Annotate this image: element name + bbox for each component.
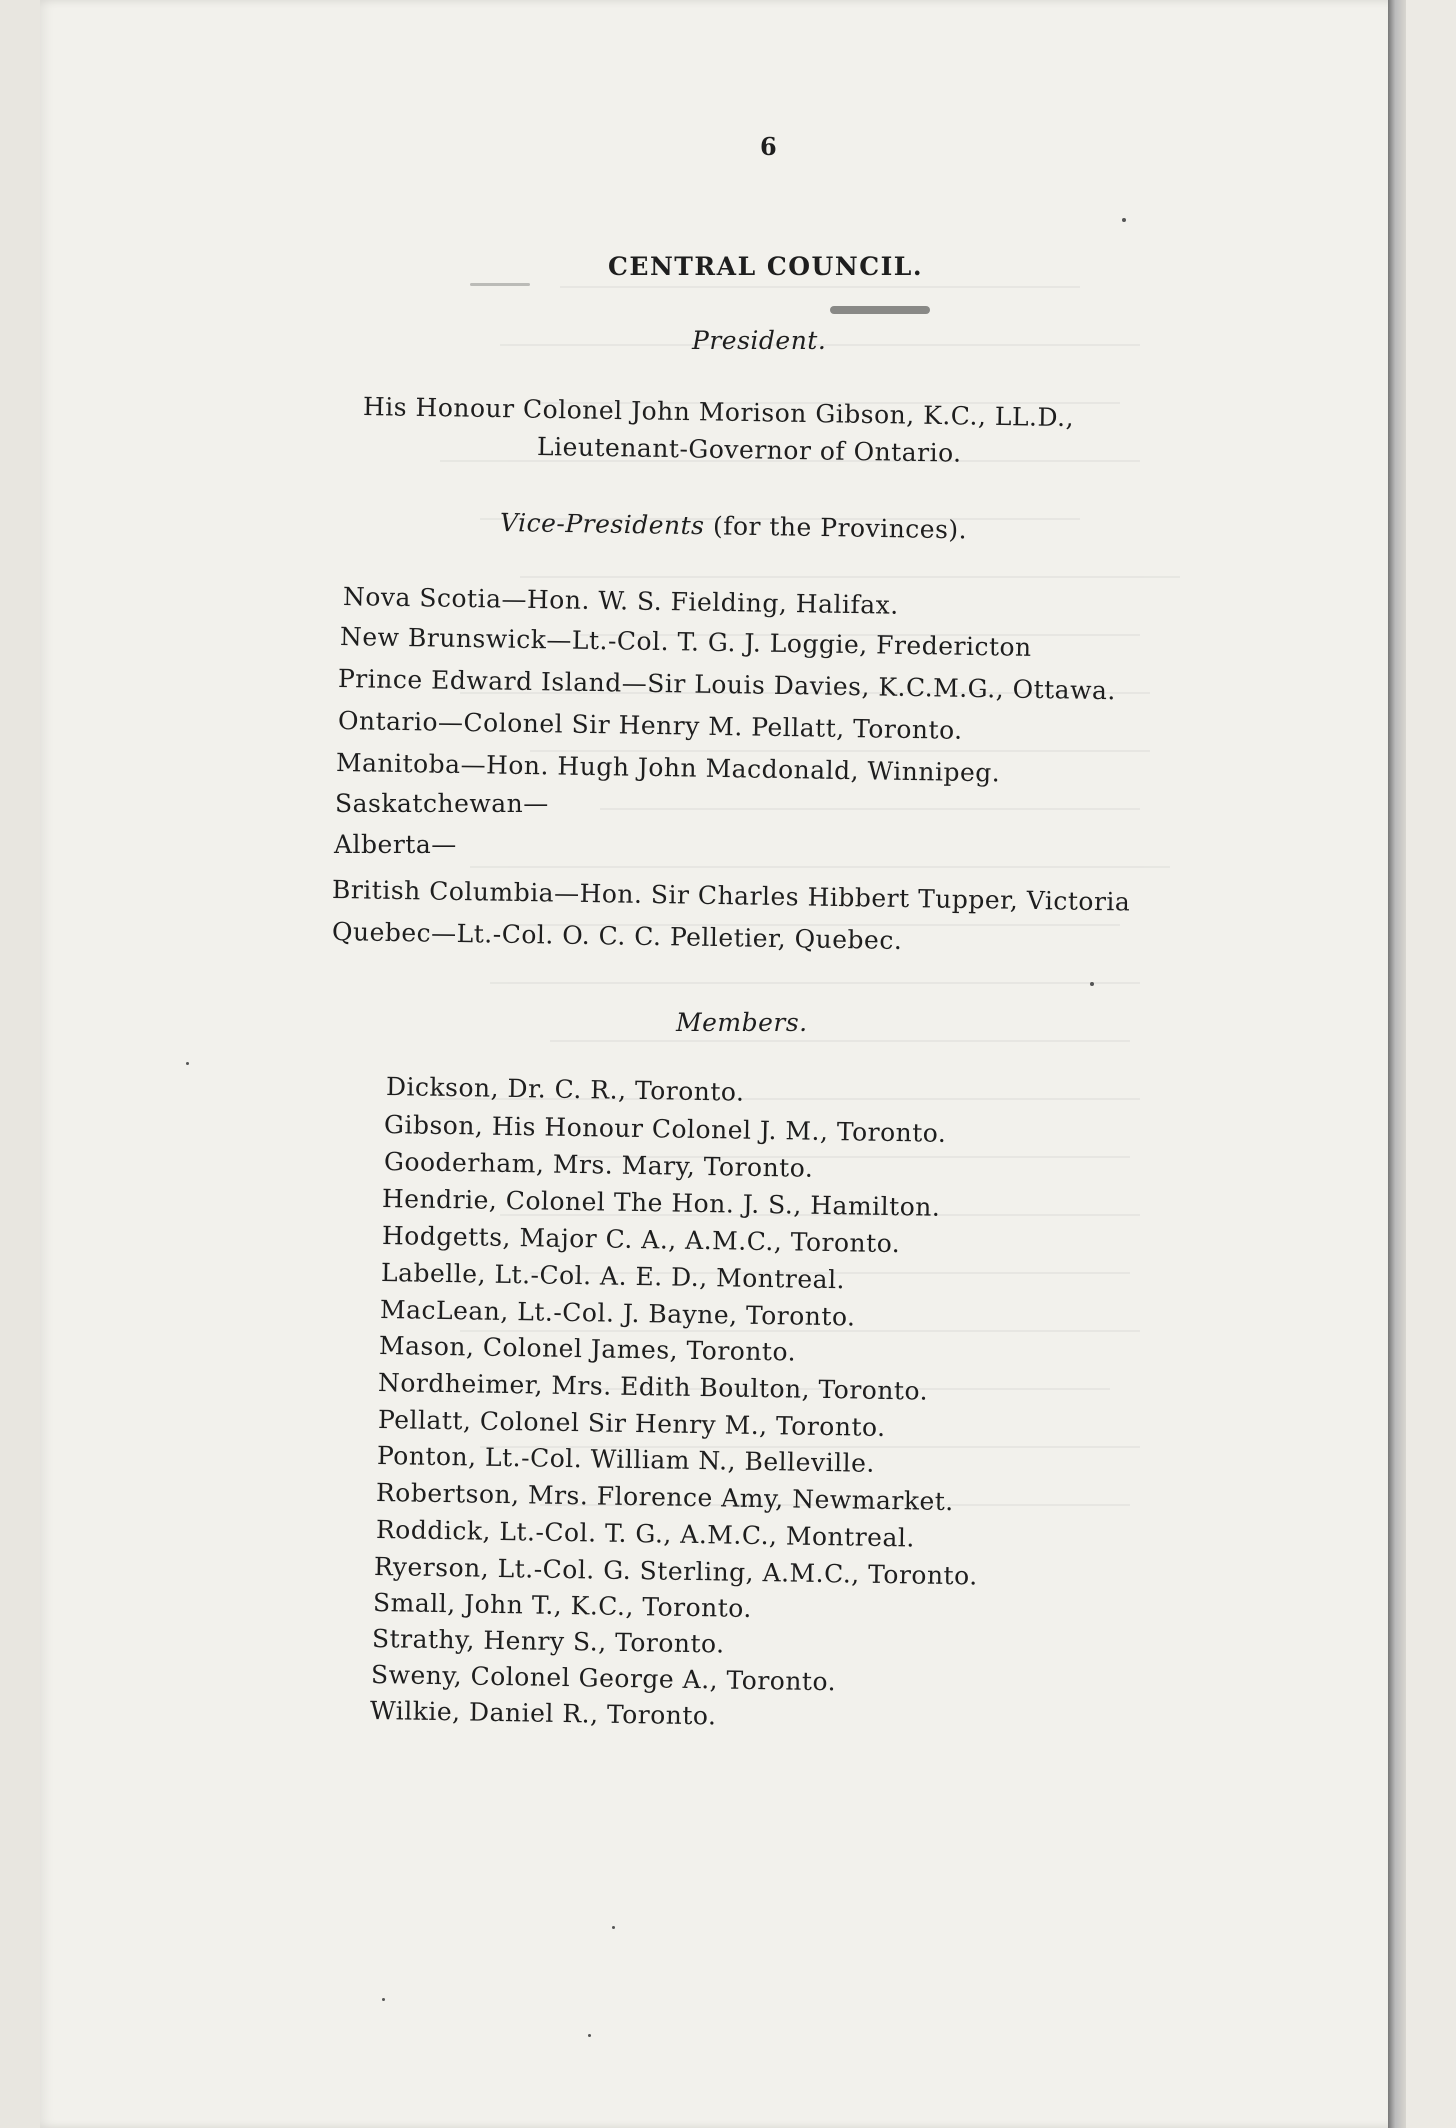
member-entry: Roddick, Lt.-Col. T. G., A.M.C., Montreal. [375,1515,916,1553]
president-line-2: Lieutenant-Governor of Ontario. [536,432,962,468]
page-sheet [40,0,1400,2128]
member-entry: Pellatt, Colonel Sir Henry M., Toronto. [377,1405,886,1442]
president-label: President. [692,326,827,355]
member-entry: Hodgetts, Major C. A., A.M.C., Toronto. [381,1221,901,1259]
member-entry: Sweny, Colonel George A., Toronto. [370,1660,837,1697]
vice-president-entry: Saskatchewan— [335,789,549,818]
dust-speck [1122,218,1126,222]
member-entry: Hendrie, Colonel The Hon. J. S., Hamilton. [381,1184,941,1222]
member-entry: Gooderham, Mrs. Mary, Toronto. [383,1147,814,1183]
dust-speck [588,2034,591,2037]
member-entry: Ponton, Lt.-Col. William N., Belleville. [376,1441,876,1478]
members-label: Members. [676,1008,808,1037]
vice-president-entry: British Columbia—Hon. Sir Charles Hibbert Tupper, Victoria [331,875,1131,917]
dust-speck [382,1998,385,2001]
member-entry: Small, John T., K.C., Toronto. [372,1588,753,1623]
member-entry: Labelle, Lt.-Col. A. E. D., Montreal. [380,1258,846,1295]
vice-president-entry: New Brunswick—Lt.-Col. T. G. J. Loggie, Fredericton [339,622,1032,662]
vice-president-entry: Manitoba—Hon. Hugh John Macdonald, Winnipeg. [335,748,1001,788]
dust-speck [1090,982,1094,986]
vice-president-entry: Alberta— [334,830,457,859]
vice-president-entry: Ontario—Colonel Sir Henry M. Pellatt, Toronto. [337,706,963,745]
vice-presidents-label-suffix: (for the Provinces). [704,511,968,545]
member-entry: MacLean, Lt.-Col. J. Bayne, Toronto. [379,1295,856,1332]
member-entry: Dickson, Dr. C. R., Toronto. [385,1072,745,1107]
vice-president-entry: Prince Edward Island—Sir Louis Davies, K.C.M.G., Ottawa. [337,664,1117,706]
ink-smudge [830,306,930,314]
dust-speck [186,1062,189,1065]
member-entry: Robertson, Mrs. Florence Amy, Newmarket. [375,1478,954,1517]
member-entry: Ryerson, Lt.-Col. G. Sterling, A.M.C., Toronto. [373,1552,978,1591]
vice-presidents-label: Vice-Presidents [499,508,705,541]
page-heading: CENTRAL COUNCIL. [608,252,924,281]
ink-smudge [470,283,530,286]
dust-speck [612,1926,615,1929]
adjacent-page-edge [1406,0,1456,2128]
page-binding-edge [1388,0,1406,2128]
vice-president-entry: Quebec—Lt.-Col. O. C. C. Pelletier, Quebec. [331,917,903,955]
page-number: 6 [760,132,778,161]
member-entry: Wilkie, Daniel R., Toronto. [369,1696,717,1731]
vice-president-entry: Nova Scotia—Hon. W. S. Fielding, Halifax. [342,582,899,620]
member-entry: Mason, Colonel James, Toronto. [378,1331,797,1367]
president-line-1: His Honour Colonel John Morison Gibson, K.C., LL.D., [362,392,1075,433]
member-entry: Gibson, His Honour Colonel J. M., Toronto. [383,1110,947,1148]
member-entry: Strathy, Henry S., Toronto. [371,1624,725,1659]
member-entry: Nordheimer, Mrs. Edith Boulton, Toronto. [377,1368,929,1406]
